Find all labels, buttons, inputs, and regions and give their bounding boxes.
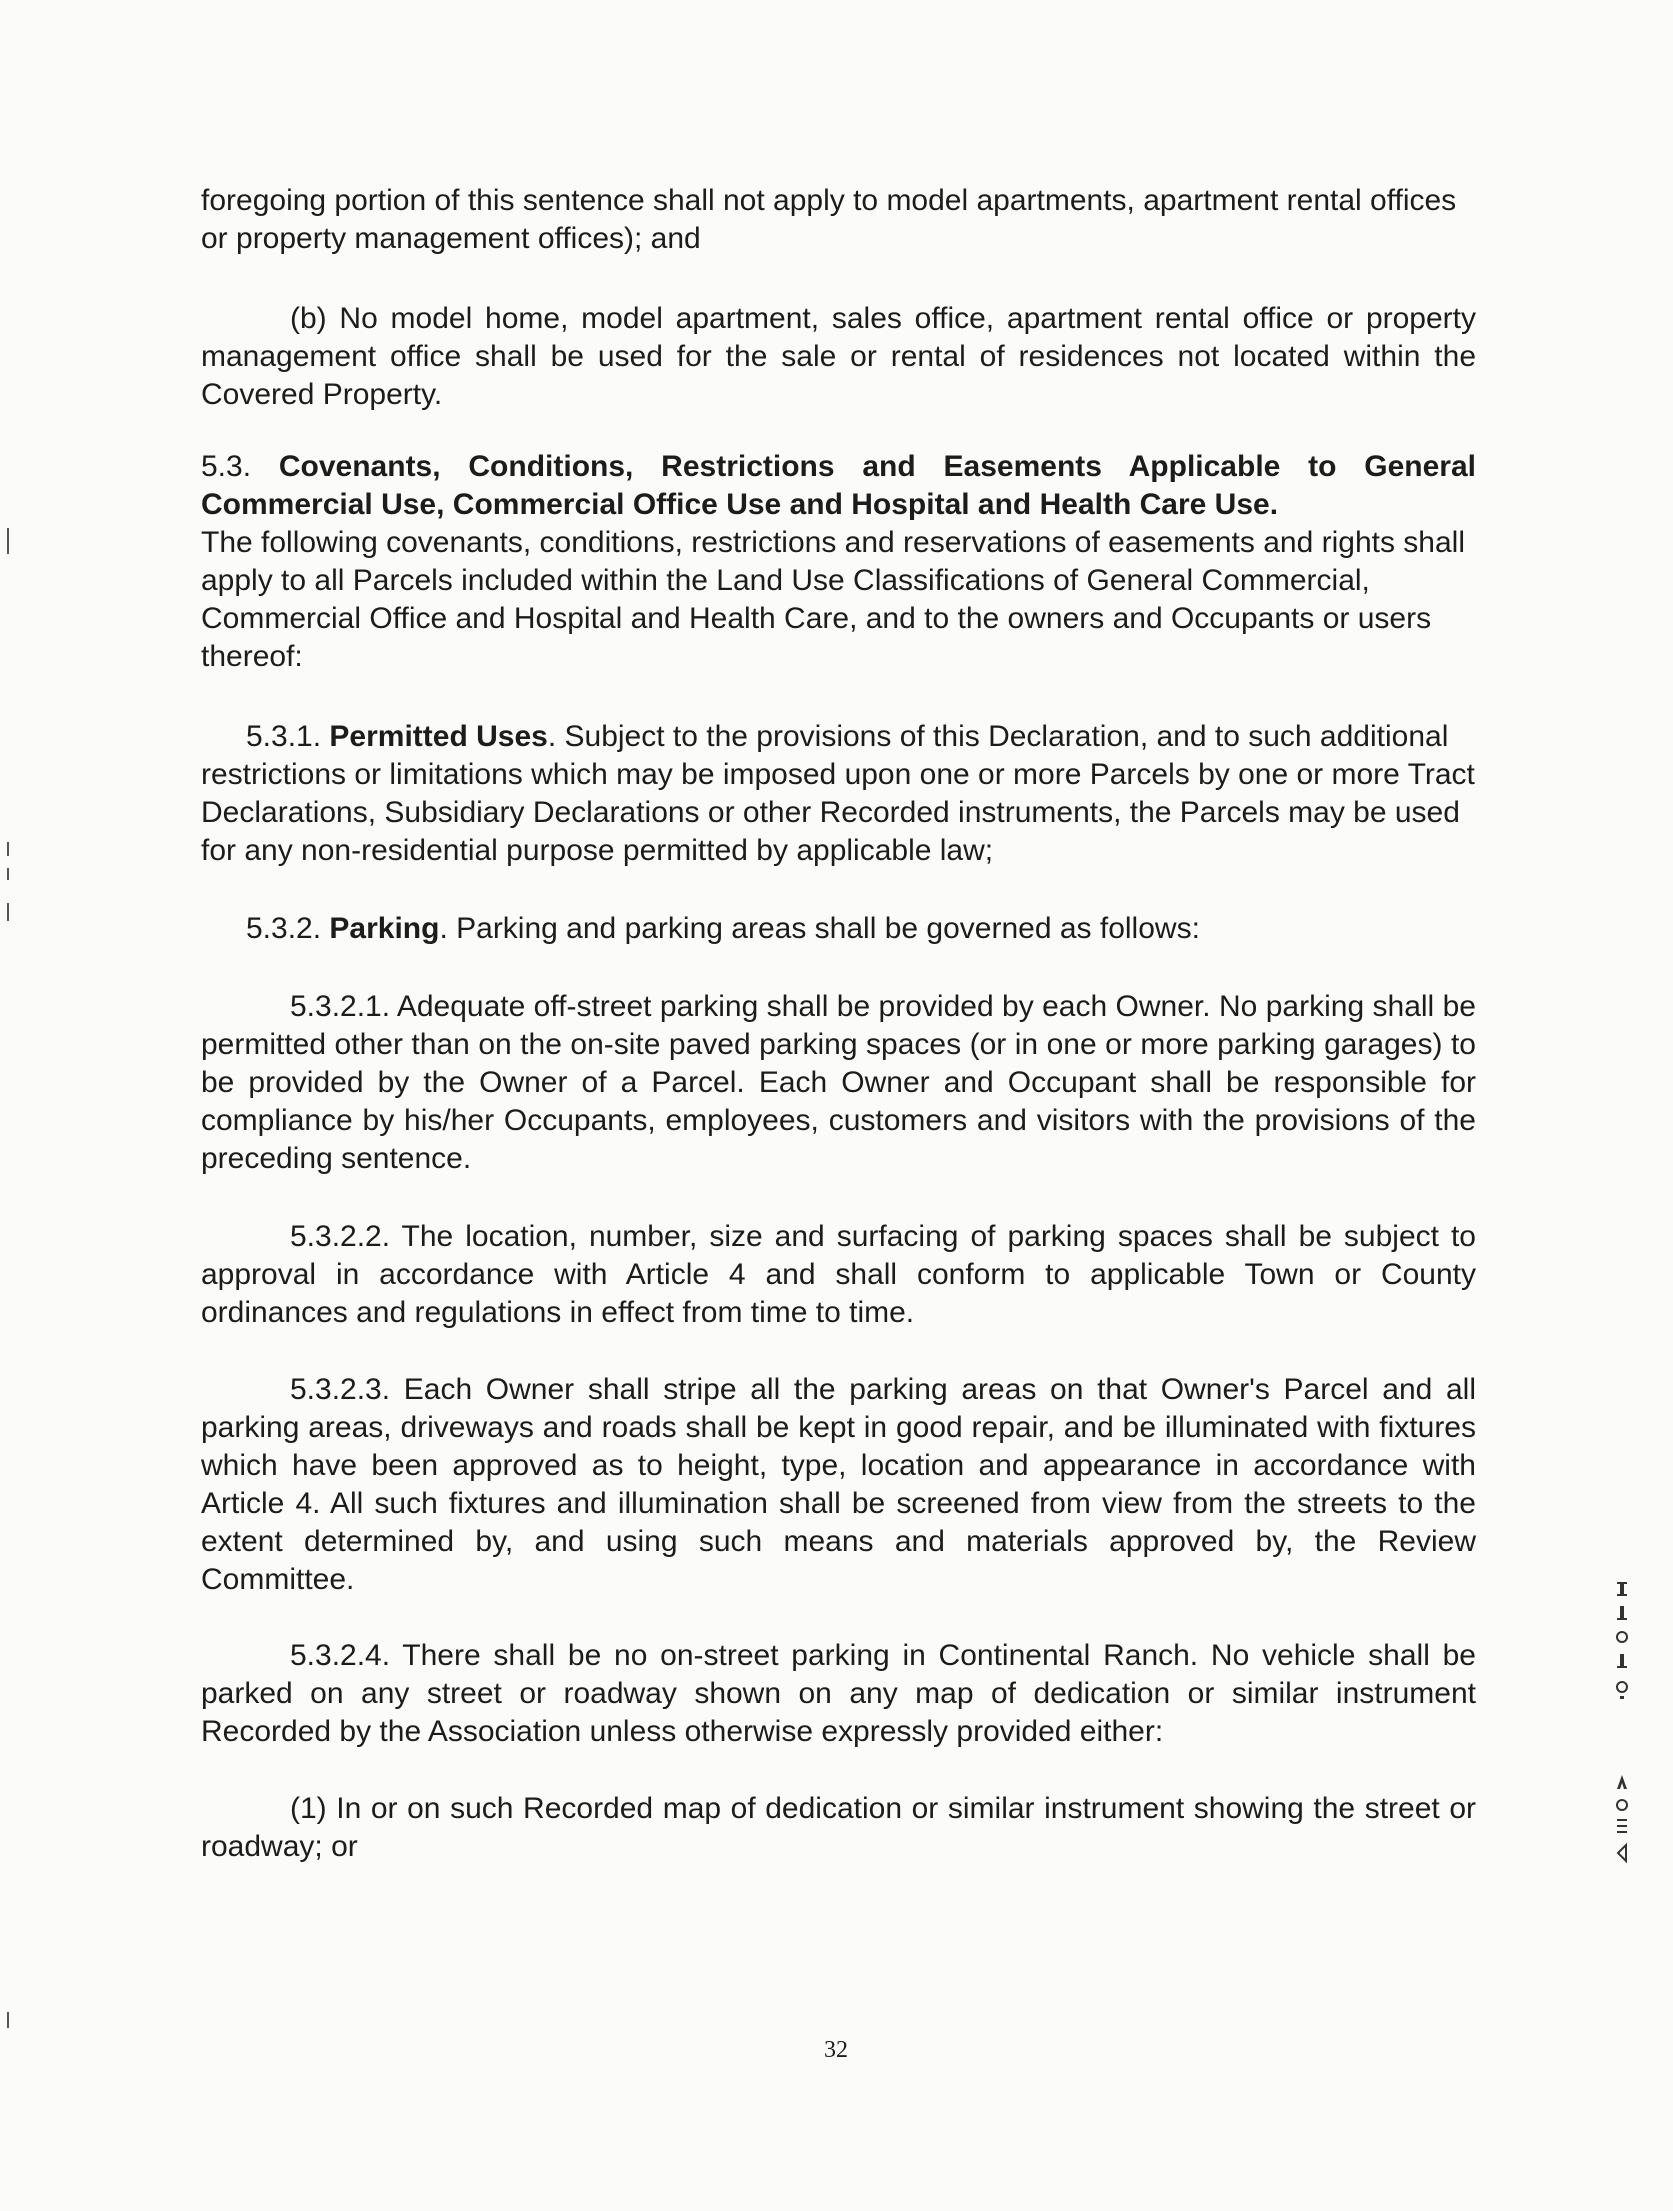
margin-mark — [7, 528, 9, 554]
section-5-3-1-number: 5.3.1. — [246, 720, 322, 753]
section-5-3-number: 5.3. — [201, 450, 252, 483]
page-number: 32 — [824, 2037, 848, 2063]
margin-mark — [7, 868, 9, 880]
section-5-3-2-number: 5.3.2. — [246, 912, 322, 945]
margin-mark — [7, 2012, 9, 2028]
margin-mark — [7, 903, 9, 921]
margin-mark — [7, 842, 9, 856]
section-5-3-1-heading: Permitted Uses — [329, 720, 548, 753]
paragraph-intro: foregoing portion of this sentence shall not apply to model apartments, apartment rental offices or property management offices); and — [201, 184, 1457, 255]
section-5-3-2-2: 5.3.2.2. The location, number, size and surfacing of parking spaces shall be subject to approval in accordance with Article 4 and shall conform to applicable Town or County ordinances and regulations in effect from time to time. — [201, 1220, 1476, 1329]
section-5-3-1 — [201, 718, 1476, 870]
section-5-3-text: The following covenants, conditions, restrictions and reservations of easements and rights shall apply to all Parcels included within the Land Use Classifications of General Commercial, Commercial Office and Hospital and Health Care, and to the owners and Occupants or users thereof: — [201, 526, 1465, 673]
section-5-3-2-heading: Parking — [329, 912, 440, 945]
section-5-3-2-text: . Parking and parking areas shall be governed as follows: — [439, 912, 1200, 945]
paragraph-b: (b) No model home, model apartment, sales office, apartment rental office or property management office shall be used for the sale or rental of residences not located within the Covered Property. — [201, 302, 1476, 411]
section-5-3-2-3: 5.3.2.3. Each Owner shall stripe all the parking areas on that Owner's Parcel and all parking areas, driveways and roads shall be kept in good repair, and be illuminated with fixtures which have been approved as to height, type, location and appearance in accordance with Article 4. All such fixtures and illumination shall be screened from view from the streets to the extent determined by, and using such means and materials approved by, the Review Committee. — [201, 1373, 1476, 1596]
margin-stamp-icon — [1614, 1775, 1630, 1899]
section-5-3 — [201, 448, 1476, 676]
section-5-3-heading: Covenants, Conditions, Restrictions and Easements Applicable to General Commercial Use, Commercial Office Use and Hospital and Health Care Use. — [201, 450, 1477, 521]
margin-stamp-icon — [1614, 1582, 1630, 1741]
section-5-3-2-1: 5.3.2.1. Adequate off-street parking shall be provided by each Owner. No parking shall be permitted other than on the on-site paved parking spaces (or in one or more parking garages) to be provided by the Owner of a Parcel. Each Owner and Occupant shall be responsible for compliance by his/her Occupants, employees, customers and visitors with the provisions of the preceding sentence. — [201, 990, 1476, 1175]
item-1: (1) In or on such Recorded map of dedication or similar instrument showing the street or roadway; or — [201, 1792, 1476, 1863]
section-5-3-2-4: 5.3.2.4. There shall be no on-street parking in Continental Ranch. No vehicle shall be parked on any street or roadway shown on any map of dedication or similar instrument Recorded by the Association unless otherwise expressly provided either: — [201, 1639, 1476, 1748]
section-5-3-2 — [201, 910, 1476, 948]
section-5-3-1-text: . Subject to the provisions of this Declaration, and to such additional restrictions or limitations which may be imposed upon one or more Parcels by one or more Tract Declarations, Subsidiary Declarations or other Recorded instruments, the Parcels may be used for any non-residential purpose permitted by applicable law; — [201, 720, 1475, 867]
